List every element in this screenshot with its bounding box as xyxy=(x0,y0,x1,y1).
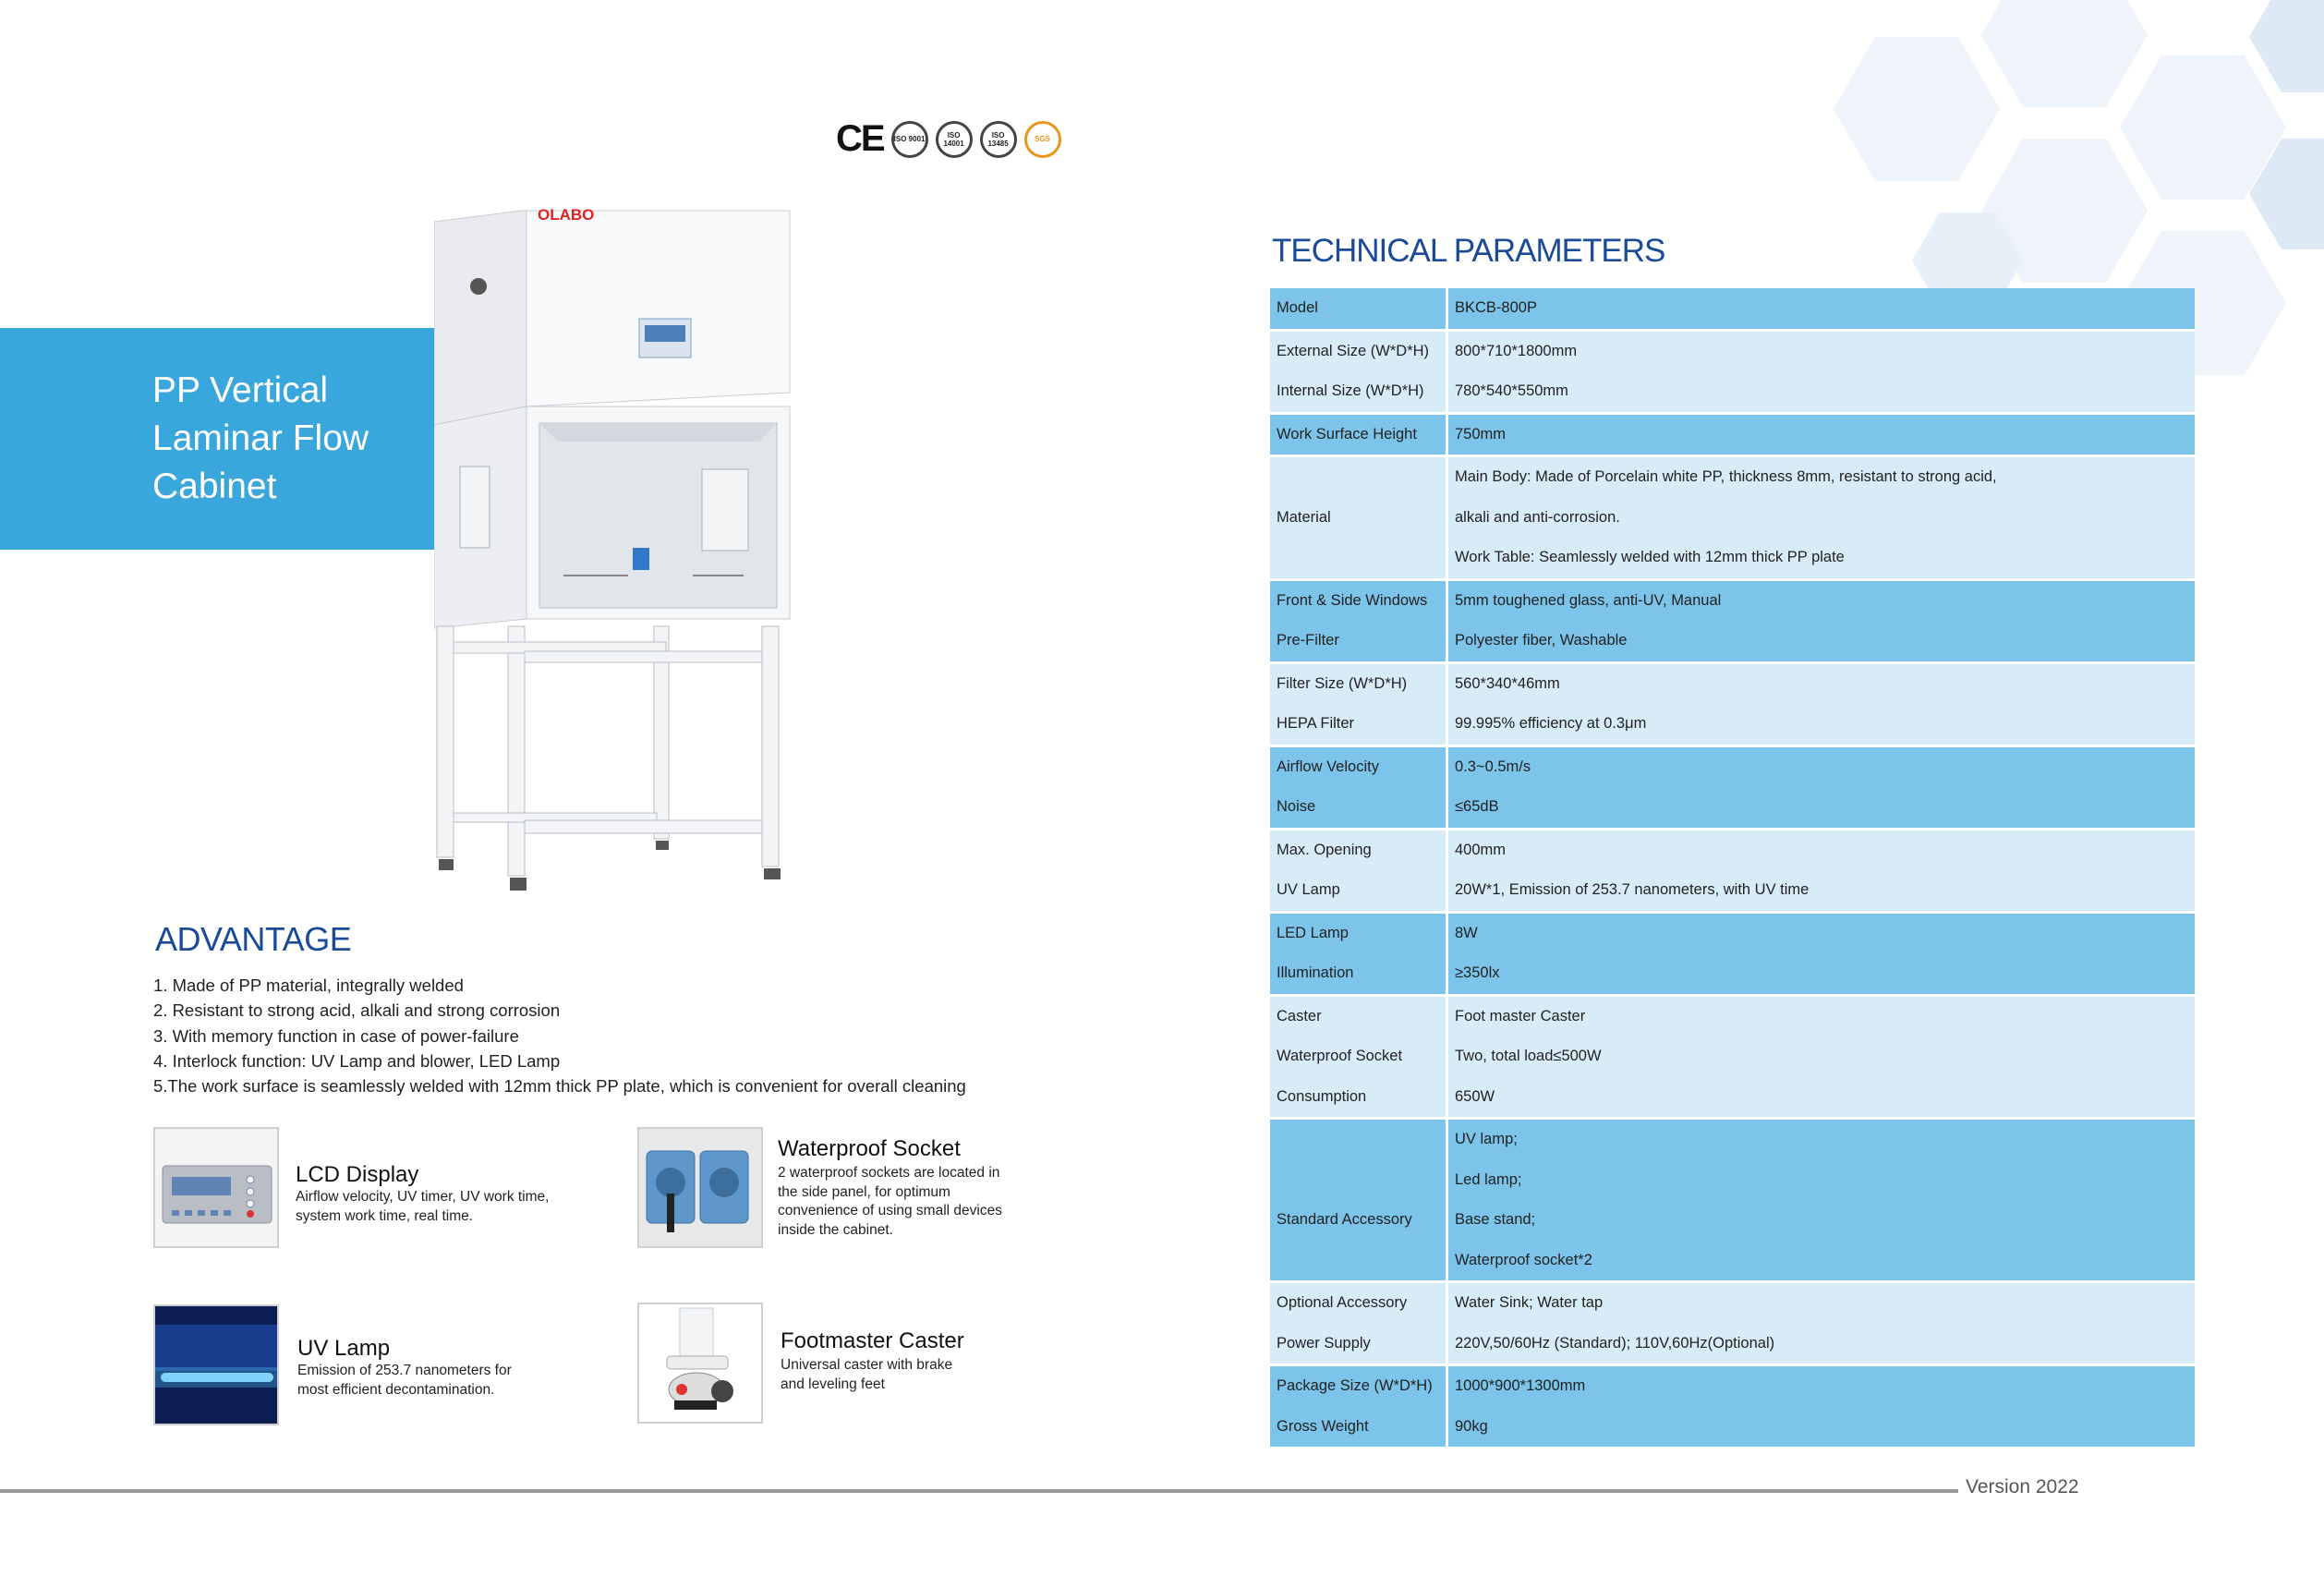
technical-parameters-table xyxy=(1270,288,2195,1447)
param-name: Max. Opening xyxy=(1270,830,1448,871)
table-row xyxy=(1270,415,2195,455)
param-value: Work Table: Seamlessly welded with 12mm thick PP plate xyxy=(1448,538,2195,578)
param-name: Filter Size (W*D*H) xyxy=(1270,664,1448,705)
table-row xyxy=(1270,870,2195,911)
table-row xyxy=(1270,1200,2195,1241)
table-row xyxy=(1270,371,2195,412)
param-name: UV Lamp xyxy=(1270,870,1448,911)
table-row xyxy=(1270,1366,2195,1407)
table-row xyxy=(1270,704,2195,745)
table-row xyxy=(1270,1077,2195,1118)
param-value: 780*540*550mm xyxy=(1448,371,2195,412)
title-band xyxy=(0,328,436,550)
page-title: PP Vertical Laminar Flow Cabinet xyxy=(152,370,369,506)
table-row xyxy=(1270,1324,2195,1364)
param-value: 1000*900*1300mm xyxy=(1448,1366,2195,1407)
param-name: Optional Accessory xyxy=(1270,1283,1448,1324)
param-value: 5mm toughened glass, anti-UV, Manual xyxy=(1448,581,2195,622)
table-row xyxy=(1270,953,2195,994)
feature-desc-socket: 2 waterproof sockets are located in the side panel, for optimum convenience of using small devices inside the cabinet. xyxy=(778,1165,1002,1238)
param-value: ≥350lx xyxy=(1448,953,2195,994)
param-value: Main Body: Made of Porcelain white PP, thickness 8mm, resistant to strong acid, xyxy=(1448,457,2195,498)
param-value: 800*710*1800mm xyxy=(1448,332,2195,372)
advantage-item: 4. Interlock function: UV Lamp and blower, LED Lamp xyxy=(153,1050,561,1071)
param-name: Caster xyxy=(1270,997,1448,1037)
table-row xyxy=(1270,830,2195,871)
table-row xyxy=(1270,621,2195,661)
table-row xyxy=(1270,997,2195,1037)
param-value: UV lamp; xyxy=(1448,1120,2195,1160)
param-value: 8W xyxy=(1448,914,2195,954)
iso-13485-label: ISO 13485 xyxy=(987,130,1009,148)
table-row xyxy=(1270,498,2195,539)
param-value: 99.995% efficiency at 0.3μm xyxy=(1448,704,2195,745)
param-value: BKCB-800P xyxy=(1448,288,2195,329)
table-row xyxy=(1270,538,2195,578)
param-value: Two, total load≤500W xyxy=(1448,1036,2195,1077)
param-name: Standard Accessory xyxy=(1270,1200,1448,1241)
feature-title-caster: Footmaster Caster xyxy=(781,1328,964,1353)
param-value: Waterproof socket*2 xyxy=(1448,1241,2195,1281)
table-row xyxy=(1270,1160,2195,1201)
param-value: 750mm xyxy=(1448,415,2195,455)
param-name: Gross Weight xyxy=(1270,1407,1448,1448)
feature-title-uv: UV Lamp xyxy=(297,1336,391,1361)
advantage-list xyxy=(153,973,966,1098)
feature-title-socket: Waterproof Socket xyxy=(778,1136,961,1161)
param-value: 560*340*46mm xyxy=(1448,664,2195,705)
param-value: 90kg xyxy=(1448,1407,2195,1448)
param-name: Front & Side Windows xyxy=(1270,581,1448,622)
param-name xyxy=(1270,457,1448,498)
table-row xyxy=(1270,332,2195,372)
iso-9001-label: ISO 9001 xyxy=(893,135,926,143)
param-name: Package Size (W*D*H) xyxy=(1270,1366,1448,1407)
param-name: HEPA Filter xyxy=(1270,704,1448,745)
iso-13485-badge xyxy=(980,121,1017,158)
advantage-heading: ADVANTAGE xyxy=(155,920,352,958)
param-value: alkali and anti-corrosion. xyxy=(1448,498,2195,539)
feature-desc-caster: Universal caster with brake and leveling feet xyxy=(781,1357,953,1392)
table-row xyxy=(1270,581,2195,622)
iso-14001-badge xyxy=(936,121,973,158)
param-name: LED Lamp xyxy=(1270,914,1448,954)
caster-image xyxy=(637,1303,763,1424)
param-name: Consumption xyxy=(1270,1077,1448,1118)
param-value: 20W*1, Emission of 253.7 nanometers, with UV time xyxy=(1448,870,2195,911)
param-value: Led lamp; xyxy=(1448,1160,2195,1201)
sgs-badge xyxy=(1024,121,1061,158)
param-name: Waterproof Socket xyxy=(1270,1036,1448,1077)
table-row xyxy=(1270,457,2195,498)
param-name: Noise xyxy=(1270,787,1448,828)
ce-mark: CE xyxy=(836,118,884,159)
table-row xyxy=(1270,787,2195,828)
param-name: Model xyxy=(1270,288,1448,329)
param-value: 220V,50/60Hz (Standard); 110V,60Hz(Optional) xyxy=(1448,1324,2195,1364)
iso-9001-badge xyxy=(891,121,928,158)
table-row xyxy=(1270,664,2195,705)
table-row xyxy=(1270,914,2195,954)
param-name xyxy=(1270,1241,1448,1281)
advantage-item: 5.The work surface is seamlessly welded with 12mm thick PP plate, which is convenient for overall cleaning xyxy=(153,1076,966,1097)
param-name: Illumination xyxy=(1270,953,1448,994)
feature-title-lcd: LCD Display xyxy=(296,1162,419,1187)
param-value: Polyester fiber, Washable xyxy=(1448,621,2195,661)
param-name xyxy=(1270,1160,1448,1201)
table-row xyxy=(1270,1407,2195,1448)
param-name: Internal Size (W*D*H) xyxy=(1270,371,1448,412)
param-value: Base stand; xyxy=(1448,1200,2195,1241)
param-value: 400mm xyxy=(1448,830,2195,871)
advantage-item: 3. With memory function in case of power-failure xyxy=(153,1025,519,1046)
table-row xyxy=(1270,1120,2195,1160)
param-name: Airflow Velocity xyxy=(1270,747,1448,788)
table-row xyxy=(1270,1241,2195,1281)
brand-logo: OLABO xyxy=(538,206,595,224)
param-value: 650W xyxy=(1448,1077,2195,1118)
iso-14001-label: ISO 14001 xyxy=(943,130,964,148)
advantage-item: 2. Resistant to strong acid, alkali and strong corrosion xyxy=(153,1000,561,1021)
param-name xyxy=(1270,538,1448,578)
param-name: External Size (W*D*H) xyxy=(1270,332,1448,372)
param-name: Work Surface Height xyxy=(1270,415,1448,455)
param-name: Material xyxy=(1270,498,1448,539)
sgs-label: SGS xyxy=(1035,135,1051,143)
footer-divider xyxy=(0,1489,1958,1493)
waterproof-socket-image xyxy=(637,1127,763,1248)
table-row xyxy=(1270,747,2195,788)
param-value: Foot master Caster xyxy=(1448,997,2195,1037)
table-row xyxy=(1270,1036,2195,1077)
feature-desc-uv: Emission of 253.7 nanometers for most efficient decontamination. xyxy=(297,1363,512,1398)
advantage-item: 1. Made of PP material, integrally welded xyxy=(153,976,464,995)
lcd-display-image xyxy=(153,1127,279,1248)
param-name: Power Supply xyxy=(1270,1324,1448,1364)
param-value: ≤65dB xyxy=(1448,787,2195,828)
certification-logos xyxy=(836,118,1061,160)
technical-parameters-heading: TECHNICAL PARAMETERS xyxy=(1272,233,1665,269)
uv-lamp-image xyxy=(153,1304,279,1425)
param-name: Pre-Filter xyxy=(1270,621,1448,661)
table-row xyxy=(1270,1283,2195,1324)
param-value: Water Sink; Water tap xyxy=(1448,1283,2195,1324)
param-value: 0.3~0.5m/s xyxy=(1448,747,2195,788)
feature-desc-lcd: Airflow velocity, UV timer, UV work time, system work time, real time. xyxy=(296,1189,550,1224)
param-name xyxy=(1270,1120,1448,1160)
laminar-flow-cabinet-image xyxy=(434,185,804,905)
version-label: Version 2022 xyxy=(1966,1476,2079,1497)
table-row xyxy=(1270,288,2195,329)
